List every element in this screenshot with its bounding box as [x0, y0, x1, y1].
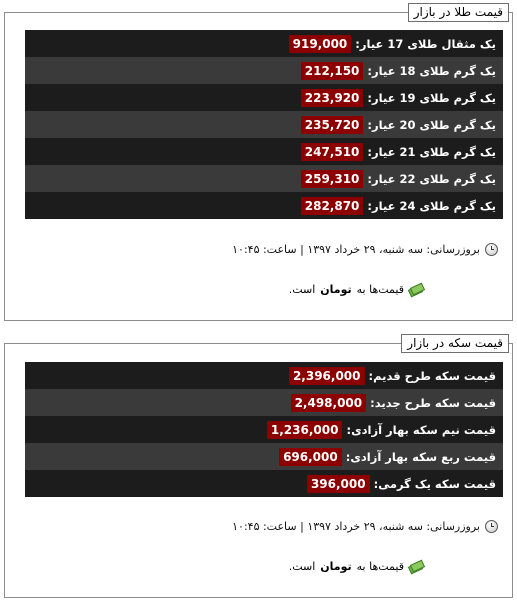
table-row [25, 443, 503, 470]
coin-price-table [25, 362, 503, 497]
row-label: یک گرم طلای 20 عیار: [367, 117, 496, 132]
gold-price-panel [4, 5, 513, 321]
price-value: 2,498,000 [291, 394, 367, 412]
row-label: یک گرم طلای 19 عیار: [367, 90, 496, 105]
price-value: 282,870 [301, 197, 364, 215]
update-timestamp [232, 243, 498, 256]
row-label: یک گرم طلای 24 عیار: [367, 198, 496, 213]
table-row [25, 165, 503, 192]
coin-panel-legend: قیمت سکه در بازار [401, 334, 509, 353]
currency-suffix: است. [288, 560, 316, 573]
price-value: 223,920 [301, 89, 364, 107]
price-value: 2,396,000 [289, 367, 365, 385]
price-value: 1,236,000 [267, 421, 343, 439]
currency-note [289, 560, 424, 573]
table-row [25, 30, 503, 57]
row-label: قیمت سکه یک گرمی: [373, 476, 496, 491]
table-row [25, 57, 503, 84]
currency-unit: تومان [320, 283, 352, 296]
table-row [25, 362, 503, 389]
row-label: یک گرم طلای 22 عیار: [367, 171, 496, 186]
money-icon [409, 561, 424, 573]
update-timestamp [232, 520, 498, 533]
table-row [25, 416, 503, 443]
update-text: بروزرسانی: سه شنبه، ۲۹ خرداد ۱۳۹۷ | ساعت: ۱۰:۴۵ [232, 520, 480, 533]
row-label: قیمت نیم سکه بهار آزادی: [346, 422, 496, 437]
table-row [25, 470, 503, 497]
row-label: قیمت سکه طرح قدیم: [368, 368, 496, 383]
clock-icon [485, 243, 498, 256]
table-row [25, 138, 503, 165]
row-label: یک مثقال طلای 17 عیار: [355, 36, 496, 51]
row-label: قیمت سکه طرح جدید: [370, 395, 496, 410]
coin-price-panel [4, 336, 513, 598]
price-value: 247,510 [301, 143, 364, 161]
price-value: 259,310 [301, 170, 364, 188]
price-value: 696,000 [279, 448, 342, 466]
money-icon [409, 284, 424, 296]
gold-price-table [25, 30, 503, 219]
row-label: یک گرم طلای 18 عیار: [367, 63, 496, 78]
table-row [25, 111, 503, 138]
currency-unit: تومان [320, 560, 352, 573]
price-value: 235,720 [301, 116, 364, 134]
table-row [25, 389, 503, 416]
currency-prefix: قیمت‌ها به [356, 283, 404, 296]
currency-suffix: است. [288, 283, 316, 296]
clock-icon [485, 520, 498, 533]
currency-note [289, 283, 424, 296]
currency-prefix: قیمت‌ها به [356, 560, 404, 573]
table-row [25, 192, 503, 219]
table-row [25, 84, 503, 111]
row-label: یک گرم طلای 21 عیار: [367, 144, 496, 159]
row-label: قیمت ربع سکه بهار آزادی: [345, 449, 496, 464]
price-value: 396,000 [307, 475, 370, 493]
gold-panel-legend: قیمت طلا در بازار [408, 3, 509, 22]
price-value: 212,150 [301, 62, 364, 80]
price-value: 919,000 [289, 35, 352, 53]
update-text: بروزرسانی: سه شنبه، ۲۹ خرداد ۱۳۹۷ | ساعت: ۱۰:۴۵ [232, 243, 480, 256]
